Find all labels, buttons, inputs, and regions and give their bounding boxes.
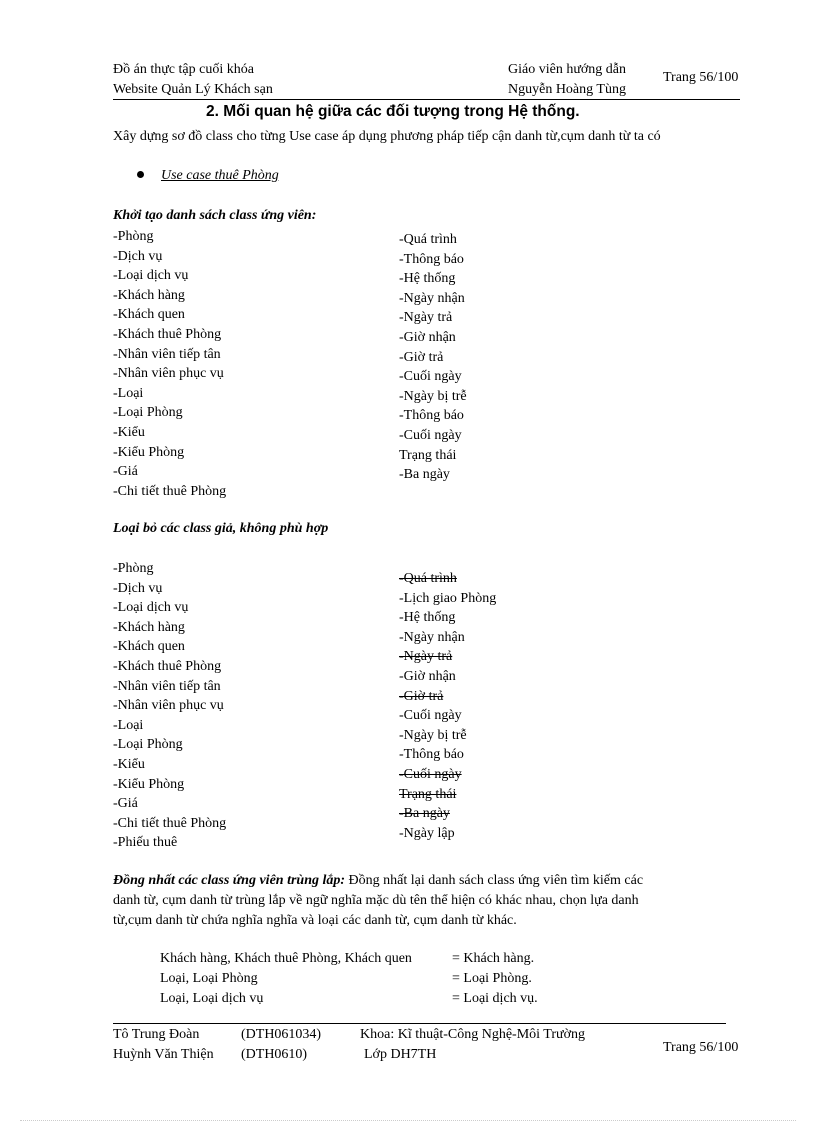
filtered-class-item: -Kiểu bbox=[113, 756, 145, 772]
filtered-class-item: -Nhân viên phục vụ bbox=[113, 698, 224, 714]
equivalence-left-3: Loại, Loại dịch vụ bbox=[160, 991, 264, 1006]
footer-department: Khoa: Kĩ thuật-Công Nghệ-Môi Trường bbox=[360, 1027, 585, 1042]
candidate-class-item: -Cuối ngày bbox=[399, 427, 462, 443]
candidate-class-item: -Quá trình bbox=[399, 232, 457, 247]
header-website-title: Website Quản Lý Khách sạn bbox=[113, 82, 273, 97]
filtered-class-item: -Khách hàng bbox=[113, 619, 185, 635]
footer-author2-id: (DTH0610) bbox=[241, 1047, 308, 1062]
footer-class: Lớp DH7TH bbox=[364, 1047, 437, 1062]
merge-text-line1: Đồng nhất lại danh sách class ứng viên tìm kiếm các bbox=[345, 873, 644, 888]
filtered-class-item: -Khách thuê Phòng bbox=[113, 658, 222, 674]
footer-author1-name: Tô Trung Đoàn bbox=[113, 1027, 200, 1042]
candidate-class-item: -Khách quen bbox=[113, 307, 185, 323]
candidate-class-item: -Loại bbox=[113, 385, 144, 401]
candidate-class-item: -Ngày trả bbox=[399, 310, 453, 326]
candidate-class-item: -Loại dịch vụ bbox=[113, 268, 189, 284]
candidate-class-item: -Khách hàng bbox=[113, 287, 185, 303]
footer-author1-id: (DTH061034) bbox=[241, 1027, 322, 1042]
use-case-title: Use case thuê Phòng bbox=[161, 168, 279, 183]
candidate-list-right bbox=[399, 230, 467, 485]
header-project-title: Đồ án thực tập cuối khóa bbox=[113, 62, 254, 77]
equivalence-right-1: = Khách hàng. bbox=[452, 951, 535, 966]
remove-classes-heading: Loại bỏ các class giả, không phù hợp bbox=[113, 521, 329, 536]
candidate-class-item: -Dịch vụ bbox=[113, 248, 163, 264]
candidate-class-item: Trạng thái bbox=[399, 447, 457, 463]
filtered-class-item: -Loại Phòng bbox=[113, 737, 183, 753]
header-page-number: Trang 56/100 bbox=[663, 70, 739, 85]
footer-page-number: Trang 56/100 bbox=[663, 1040, 739, 1055]
filtered-class-item: -Lịch giao Phòng bbox=[399, 590, 497, 606]
merge-paragraph-line2: danh từ, cụm danh từ trùng lắp về ngữ nghĩa mặc dù tên thể hiện có khác nhau, chọn lựa danh bbox=[113, 893, 639, 908]
page-bottom-border bbox=[20, 1120, 796, 1121]
filtered-class-item: -Ngày trả bbox=[399, 649, 453, 665]
candidate-class-item: -Giá bbox=[113, 464, 138, 480]
equivalence-left-1: Khách hàng, Khách thuê Phòng, Khách quen bbox=[160, 951, 412, 966]
footer-author2-name: Huỳnh Văn Thiện bbox=[113, 1047, 214, 1062]
candidate-class-item: -Cuối ngày bbox=[399, 369, 462, 385]
filtered-class-item: -Cuối ngày bbox=[399, 766, 462, 782]
filtered-class-item: -Loại bbox=[113, 717, 144, 733]
filtered-class-item: -Giờ trả bbox=[399, 688, 444, 704]
candidate-class-item: -Khách thuê Phòng bbox=[113, 326, 222, 342]
candidate-class-item: -Hệ thống bbox=[399, 271, 456, 287]
filtered-class-item: -Ba ngày bbox=[399, 806, 450, 822]
candidate-class-item: -Thông báo bbox=[399, 251, 464, 267]
filtered-class-item: -Chi tiết thuê Phòng bbox=[113, 815, 227, 831]
equivalence-left-2: Loại, Loại Phòng bbox=[160, 971, 258, 986]
filtered-class-item: -Nhân viên tiếp tân bbox=[113, 678, 221, 694]
header-rule bbox=[113, 99, 740, 100]
filtered-class-item: -Loại dịch vụ bbox=[113, 600, 189, 616]
merge-paragraph-line3: từ,cụm danh từ chứa nghĩa nghĩa và loại các danh từ, cụm danh từ khác. bbox=[113, 913, 517, 928]
header-supervisor-name: Nguyễn Hoàng Tùng bbox=[508, 82, 626, 97]
filtered-class-item: -Thông báo bbox=[399, 747, 464, 763]
merge-paragraph-line1 bbox=[113, 873, 643, 889]
candidate-class-item: -Kiểu bbox=[113, 424, 145, 440]
filtered-class-item: -Quá trình bbox=[399, 571, 457, 586]
candidate-class-item: -Loại Phòng bbox=[113, 405, 183, 421]
candidate-class-item: -Ngày nhận bbox=[399, 290, 465, 306]
filtered-class-item: -Giờ nhận bbox=[399, 668, 456, 684]
filtered-class-item: -Cuối ngày bbox=[399, 708, 462, 724]
candidate-class-item: -Phòng bbox=[113, 229, 154, 244]
filtered-class-item: -Ngày nhận bbox=[399, 629, 465, 645]
candidate-class-item: -Ba ngày bbox=[399, 467, 450, 483]
filtered-class-item: -Hệ thống bbox=[399, 610, 456, 626]
candidate-class-item: -Nhân viên phục vụ bbox=[113, 366, 224, 382]
candidate-classes-heading: Khởi tạo danh sách class ứng viên: bbox=[113, 208, 317, 223]
filtered-class-item: -Kiểu Phòng bbox=[113, 776, 185, 792]
filtered-list-right bbox=[399, 569, 496, 843]
filtered-class-item: Trạng thái bbox=[399, 786, 457, 802]
candidate-class-item: -Ngày bị trễ bbox=[399, 388, 467, 404]
footer-rule bbox=[113, 1023, 726, 1024]
equivalence-right-2: = Loại Phòng. bbox=[452, 971, 532, 986]
section-title: 2. Mối quan hệ giữa các đối tượng trong Hệ thống. bbox=[206, 103, 580, 120]
filtered-class-item: -Khách quen bbox=[113, 639, 185, 655]
candidate-class-item: -Kiểu Phòng bbox=[113, 444, 185, 460]
filtered-class-item: -Ngày lập bbox=[399, 825, 455, 841]
merge-heading: Đồng nhất các class ứng viên trùng lắp: bbox=[113, 873, 346, 888]
header-supervisor-label: Giáo viên hướng dẫn bbox=[508, 62, 627, 77]
filtered-class-item: -Phiếu thuê bbox=[113, 835, 178, 851]
filtered-list-left bbox=[113, 559, 226, 853]
equivalence-right-3: = Loại dịch vụ. bbox=[452, 991, 538, 1006]
filtered-class-item: -Phòng bbox=[113, 561, 154, 576]
candidate-class-item: -Chi tiết thuê Phòng bbox=[113, 483, 227, 499]
filtered-class-item: -Dịch vụ bbox=[113, 580, 163, 596]
filtered-class-item: -Ngày bị trễ bbox=[399, 727, 467, 743]
candidate-list-left bbox=[113, 227, 226, 501]
candidate-class-item: -Giờ nhận bbox=[399, 329, 456, 345]
candidate-class-item: -Nhân viên tiếp tân bbox=[113, 346, 221, 362]
filtered-class-item: -Giá bbox=[113, 796, 138, 812]
intro-paragraph: Xây dựng sơ đồ class cho từng Use case áp dụng phương pháp tiếp cận danh từ,cụm danh từ ta có bbox=[113, 129, 661, 144]
bullet-dot-icon bbox=[137, 171, 144, 178]
candidate-class-item: -Thông báo bbox=[399, 408, 464, 424]
candidate-class-item: -Giờ trả bbox=[399, 349, 444, 365]
